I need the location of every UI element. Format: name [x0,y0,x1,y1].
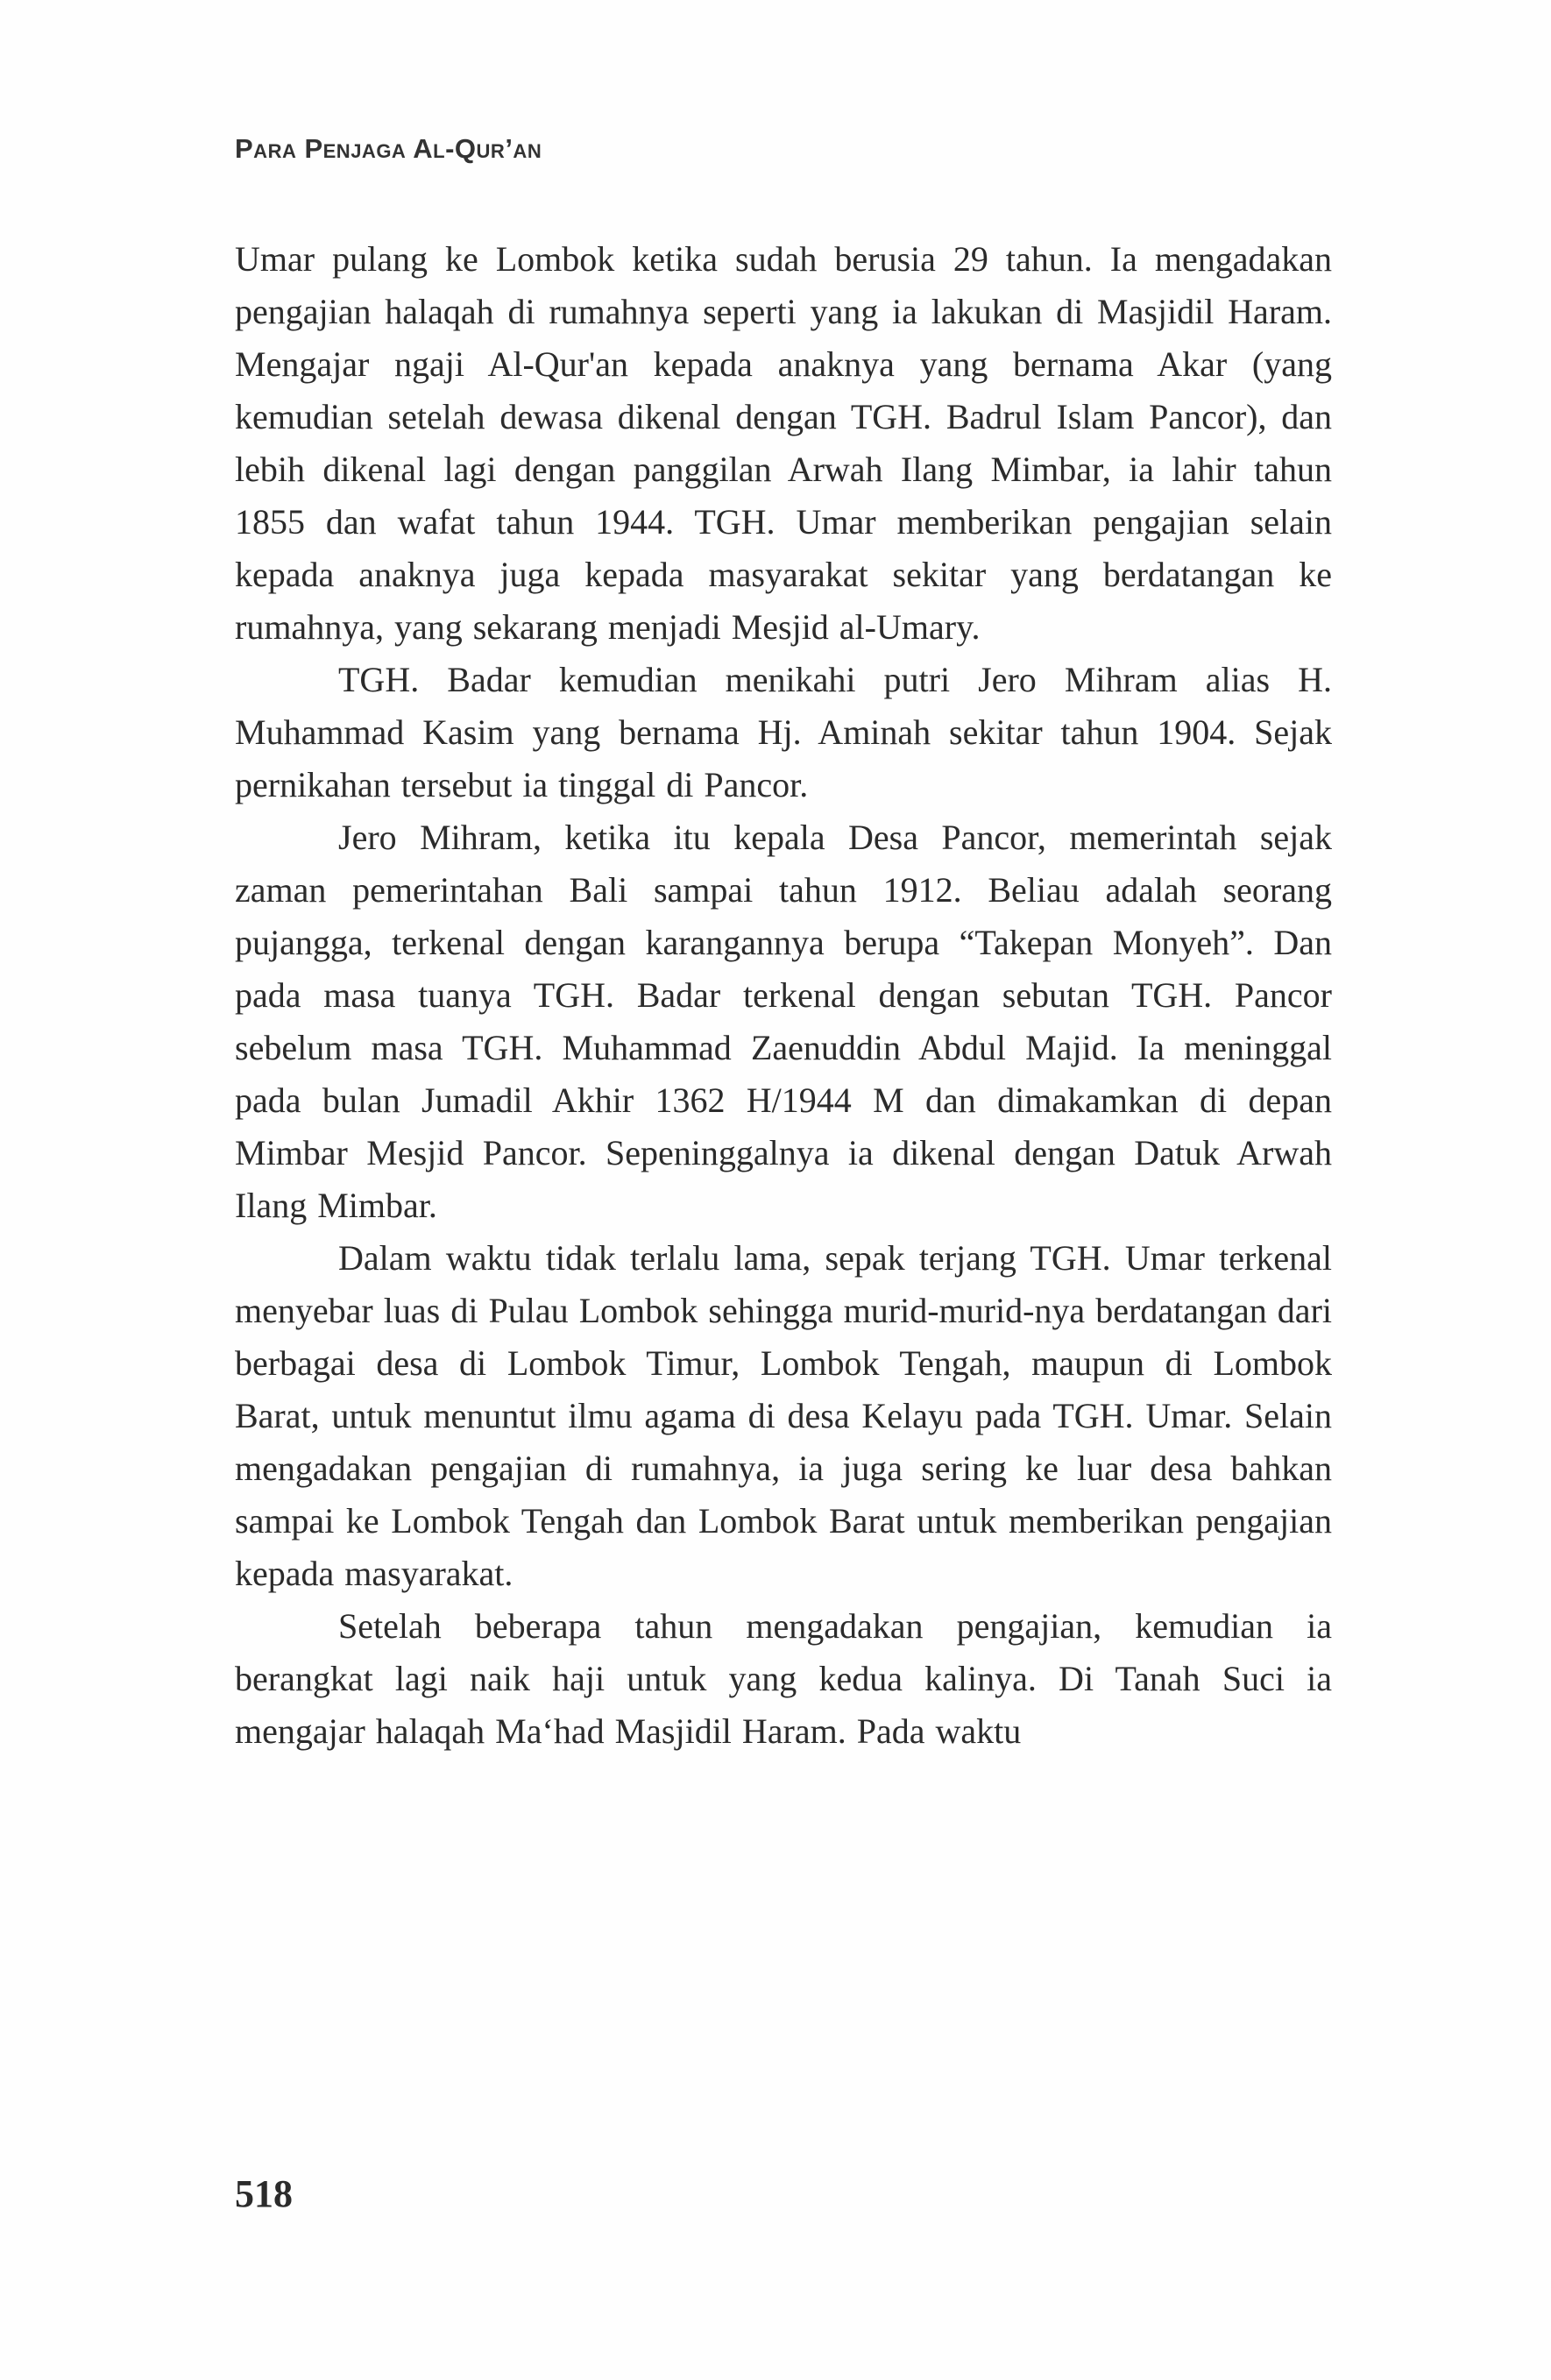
paragraph: Jero Mihram, ketika itu kepala Desa Pancor, memerintah sejak zaman pemerintahan Bali sampai tahun 1912. Beliau adalah seorang pujangga, terkenal dengan karangannya berupa “Takepan Monyeh”. Dan pada masa tuanya TGH. Badar terkenal dengan sebutan TGH. Pancor sebelum masa TGH. Muhammad Zaenuddin Abdul Majid. Ia meninggal pada bulan Jumadil Akhir 1362 H/1944 M dan dimakamkan di depan Mimbar Mesjid Pancor. Sepeninggalnya ia dikenal dengan Datuk Arwah Ilang Mimbar. [235,818,1332,1225]
page-body [235,233,1332,1758]
page-number: 518 [235,2172,293,2215]
paragraph: Setelah beberapa tahun mengadakan pengajian, kemudian ia berangkat lagi naik haji untuk yang kedua kalinya. Di Tanah Suci ia mengajar halaqah Ma‘had Masjidil Haram. Pada waktu [235,1606,1332,1751]
paragraph: Umar pulang ke Lombok ketika sudah berusia 29 tahun. Ia mengadakan pengajian halaqah di rumahnya seperti yang ia lakukan di Masjidil Haram. Mengajar ngaji Al-Qur'an kepada anaknya yang bernama Akar (yang kemudian setelah dewasa dikenal dengan TGH. Badrul Islam Pancor), dan lebih dikenal lagi dengan panggilan Arwah Ilang Mimbar, ia lahir tahun 1855 dan wafat tahun 1944. TGH. Umar memberikan pengajian selain kepada anaknya juga kepada masyarakat sekitar yang berdatangan ke rumahnya, yang sekarang menjadi Mesjid al-Umary. [235,239,1332,647]
paragraph: TGH. Badar kemudian menikahi putri Jero Mihram alias H. Muhammad Kasim yang bernama Hj. Aminah sekitar tahun 1904. Sejak pernikahan tersebut ia tinggal di Pancor. [235,660,1332,804]
running-header: Para Penjaga Al-Qur’an [235,133,542,164]
paragraph: Dalam waktu tidak terlalu lama, sepak terjang TGH. Umar terkenal menyebar luas di Pulau Lombok sehingga murid-murid-nya berdatangan dari berbagai desa di Lombok Timur, Lombok Tengah, maupun di Lombok Barat, untuk menuntut ilmu agama di desa Kelayu pada TGH. Umar. Selain mengadakan pengajian di rumahnya, ia juga sering ke luar desa bahkan sampai ke Lombok Tengah dan Lombok Barat untuk memberikan pengajian kepada masyarakat. [235,1238,1332,1593]
